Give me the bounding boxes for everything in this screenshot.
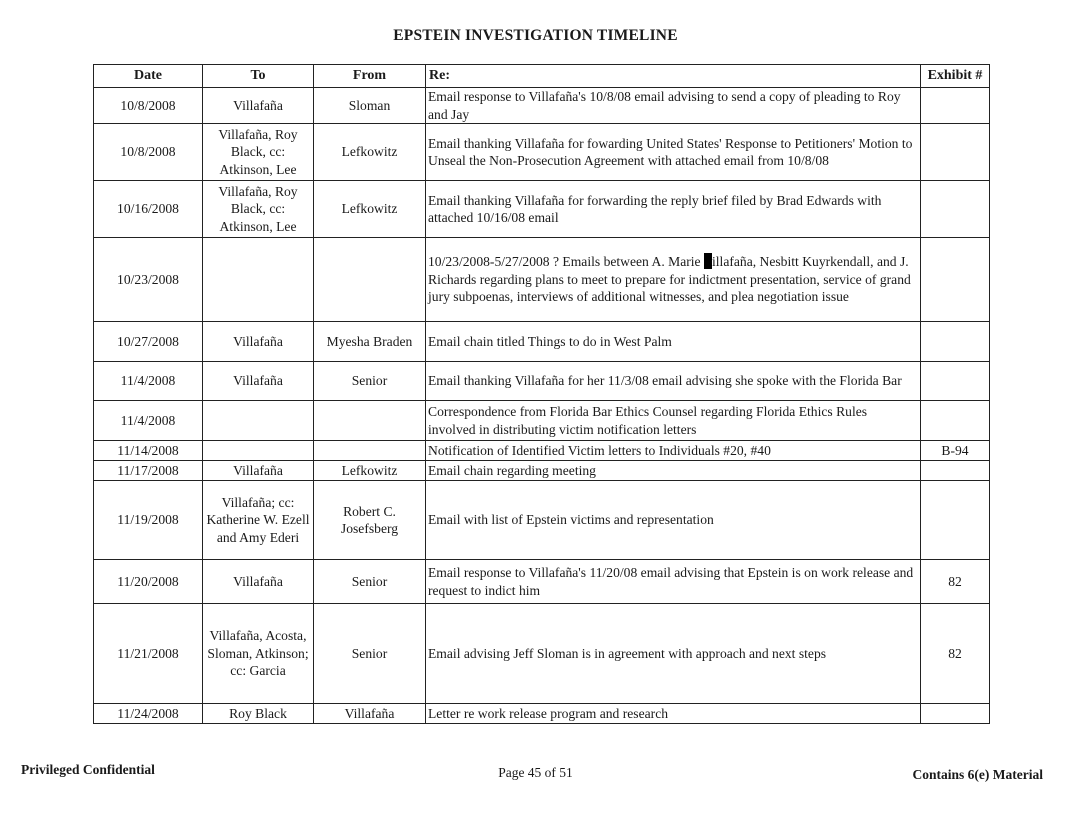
from-cell: Senior	[314, 362, 426, 401]
from-cell: Myesha Braden	[314, 322, 426, 362]
date-cell: 11/24/2008	[94, 704, 203, 724]
re-cell: Notification of Identified Victim letters to Individuals #20, #40	[426, 441, 921, 461]
date-cell: 10/16/2008	[94, 181, 203, 238]
from-cell: Villafaña	[314, 704, 426, 724]
column-header-to: To	[203, 65, 314, 88]
timeline-table	[93, 64, 990, 724]
table-row	[94, 181, 990, 238]
date-cell: 11/20/2008	[94, 560, 203, 604]
document-title: EPSTEIN INVESTIGATION TIMELINE	[393, 27, 678, 44]
table-row	[94, 481, 990, 560]
exhibit-cell	[921, 461, 990, 481]
from-cell: Lefkowitz	[314, 124, 426, 181]
exhibit-cell	[921, 238, 990, 322]
exhibit-cell	[921, 181, 990, 238]
exhibit-cell	[921, 322, 990, 362]
to-cell: Villafaña; cc: Katherine W. Ezell and Amy Ederi	[203, 481, 314, 560]
table-row	[94, 362, 990, 401]
re-cell: Correspondence from Florida Bar Ethics Counsel regarding Florida Ethics Rules involved in distributing victim notification letters	[426, 401, 921, 441]
exhibit-cell	[921, 481, 990, 560]
re-cell: Email chain titled Things to do in West Palm	[426, 322, 921, 362]
exhibit-cell: 82	[921, 560, 990, 604]
exhibit-cell: 82	[921, 604, 990, 704]
exhibit-cell	[921, 362, 990, 401]
to-cell: Villafaña	[203, 362, 314, 401]
table-row	[94, 401, 990, 441]
page-number: Page 45 of 51	[498, 765, 573, 780]
from-cell: Robert C. Josefsberg	[314, 481, 426, 560]
from-cell: Lefkowitz	[314, 181, 426, 238]
date-cell: 11/4/2008	[94, 401, 203, 441]
table-row	[94, 88, 990, 124]
exhibit-cell	[921, 704, 990, 724]
re-cell: Email response to Villafaña's 10/8/08 email advising to send a copy of pleading to Roy and Jay	[426, 88, 921, 124]
to-cell: Villafaña	[203, 322, 314, 362]
date-cell: 10/8/2008	[94, 124, 203, 181]
from-cell: Senior	[314, 604, 426, 704]
exhibit-cell	[921, 401, 990, 441]
from-cell: Sloman	[314, 88, 426, 124]
to-cell: Roy Black	[203, 704, 314, 724]
re-cell	[426, 238, 921, 322]
date-cell: 11/17/2008	[94, 461, 203, 481]
re-cell: Email thanking Villafaña for her 11/3/08 email advising she spoke with the Florida Bar	[426, 362, 921, 401]
table-row	[94, 124, 990, 181]
to-cell: Villafaña, Acosta, Sloman, Atkinson; cc: Garcia	[203, 604, 314, 704]
redaction-box	[704, 253, 712, 269]
to-cell	[203, 441, 314, 461]
to-cell: Villafaña	[203, 560, 314, 604]
re-cell: Email chain regarding meeting	[426, 461, 921, 481]
to-cell: Villafaña	[203, 461, 314, 481]
from-cell: Senior	[314, 560, 426, 604]
exhibit-cell: B-94	[921, 441, 990, 461]
re-cell: Email advising Jeff Sloman is in agreement with approach and next steps	[426, 604, 921, 704]
to-cell	[203, 401, 314, 441]
date-cell: 10/23/2008	[94, 238, 203, 322]
re-cell: Letter re work release program and research	[426, 704, 921, 724]
re-text-before-redaction: 10/23/2008-5/27/2008 ? Emails between A. Marie	[428, 254, 704, 270]
date-cell: 10/8/2008	[94, 88, 203, 124]
from-cell	[314, 238, 426, 322]
column-header-exhibit: Exhibit #	[921, 65, 990, 88]
to-cell: Villafaña	[203, 88, 314, 124]
date-cell: 11/21/2008	[94, 604, 203, 704]
material-label: Contains 6(e) Material	[912, 767, 1043, 782]
re-cell: Email response to Villafaña's 11/20/08 email advising that Epstein is on work release and request to indict him	[426, 560, 921, 604]
column-header-from: From	[314, 65, 426, 88]
date-cell: 11/19/2008	[94, 481, 203, 560]
from-cell	[314, 441, 426, 461]
exhibit-cell	[921, 88, 990, 124]
date-cell: 11/14/2008	[94, 441, 203, 461]
to-cell: Villafaña, Roy Black, cc: Atkinson, Lee	[203, 124, 314, 181]
exhibit-cell	[921, 124, 990, 181]
re-cell: Email with list of Epstein victims and representation	[426, 481, 921, 560]
header-row	[94, 65, 990, 88]
re-cell: Email thanking Villafaña for forwarding the reply brief filed by Brad Edwards with attached 10/16/08 email	[426, 181, 921, 238]
date-cell: 10/27/2008	[94, 322, 203, 362]
column-header-re: Re:	[426, 65, 921, 88]
to-cell	[203, 238, 314, 322]
to-cell: Villafaña, Roy Black, cc: Atkinson, Lee	[203, 181, 314, 238]
table-row	[94, 560, 990, 604]
table-row	[94, 604, 990, 704]
from-cell	[314, 401, 426, 441]
date-cell: 11/4/2008	[94, 362, 203, 401]
re-text-after-redaction: illafaña, Nesbitt Kuyrkendall, and J. Richards regarding plans to meet to prepare for indictment presentation, service of grand jury subpoenas, interviews of additional witnesses, and plea negotiation issue	[428, 254, 911, 305]
table-row	[94, 704, 990, 724]
from-cell: Lefkowitz	[314, 461, 426, 481]
re-cell: Email thanking Villafaña for fowarding United States' Response to Petitioners' Motion to Unseal the Non-Prosecution Agreement with attached email from 10/8/08	[426, 124, 921, 181]
table-row	[94, 461, 990, 481]
table-row	[94, 238, 990, 322]
table-row	[94, 322, 990, 362]
column-header-date: Date	[94, 65, 203, 88]
table-row	[94, 441, 990, 461]
privileged-label: Privileged Confidential	[21, 762, 155, 777]
